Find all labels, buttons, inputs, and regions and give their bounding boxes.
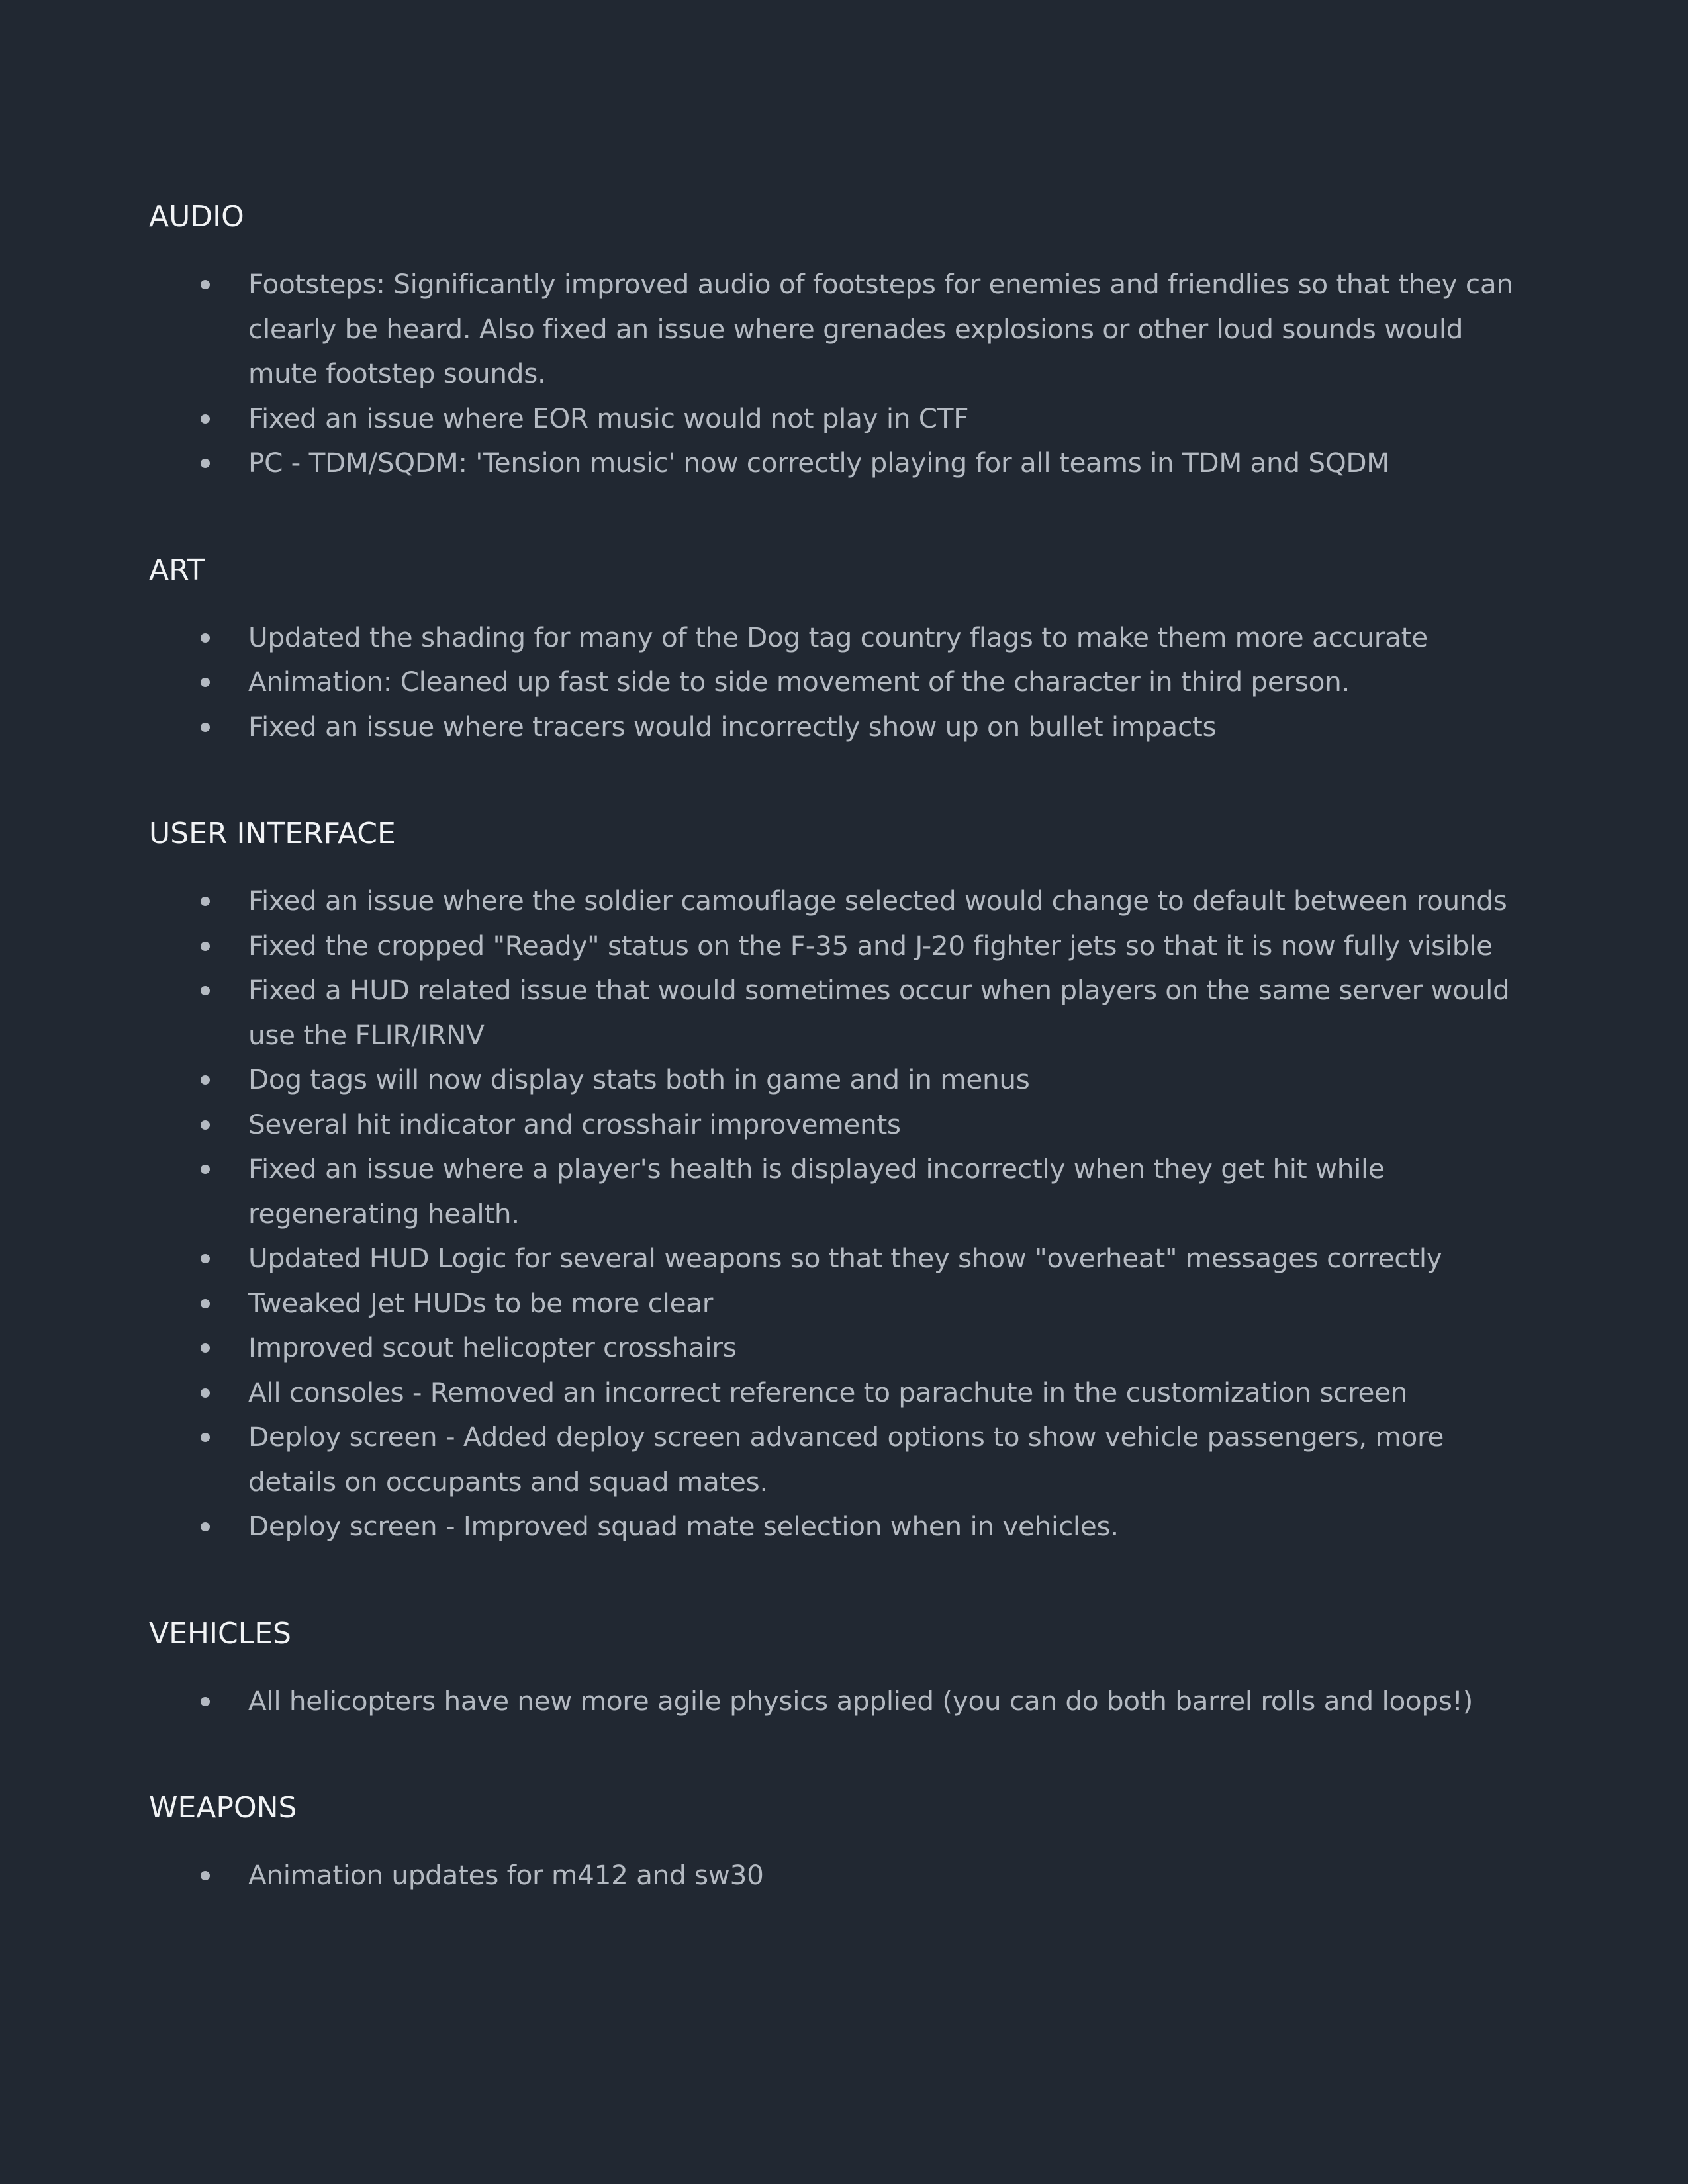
list-item (149, 1236, 1539, 1281)
list-item (149, 1326, 1539, 1371)
section-title-user-interface: USER INTERFACE (149, 817, 396, 850)
list-item (149, 705, 1539, 750)
list-item-text: Footsteps: Significantly improved audio of footsteps for enemies and friendlies so that they can clearly be heard. Also fixed an issue where grenades explosions or other loud sounds would mute footstep sounds. (248, 268, 1513, 389)
list-item (149, 1103, 1539, 1148)
weapons-list (149, 1853, 1539, 1898)
audio-list (149, 262, 1539, 486)
bullet-icon (201, 414, 210, 424)
section-art (149, 549, 1539, 750)
bullet-icon (201, 1343, 210, 1353)
list-item-text: Deploy screen - Added deploy screen advanced options to show vehicle passengers, more details on occupants and squad mates. (248, 1421, 1444, 1498)
list-item (149, 968, 1539, 1058)
list-item (149, 1679, 1539, 1724)
section-user-interface (149, 813, 1539, 1549)
list-item (149, 1371, 1539, 1416)
vehicles-list (149, 1679, 1539, 1724)
bullet-icon (201, 1433, 210, 1442)
section-title-art: ART (149, 553, 205, 587)
list-item-text: Fixed an issue where EOR music would not play in CTF (248, 402, 969, 434)
list-item (149, 879, 1539, 924)
list-item-text: Updated the shading for many of the Dog tag country flags to make them more accurate (248, 621, 1428, 653)
list-item (149, 1281, 1539, 1326)
list-item-text: Fixed an issue where the soldier camouflage selected would change to default between rounds (248, 885, 1507, 917)
list-item-text: Several hit indicator and crosshair improvements (248, 1108, 901, 1140)
section-weapons (149, 1787, 1539, 1898)
list-item-text: Fixed an issue where tracers would incorrectly show up on bullet impacts (248, 710, 1217, 743)
user-interface-list (149, 879, 1539, 1549)
bullet-icon (201, 897, 210, 906)
list-item (149, 441, 1539, 486)
bullet-icon (201, 1254, 210, 1263)
list-item (149, 615, 1539, 660)
list-item (149, 1147, 1539, 1236)
bullet-icon (201, 1299, 210, 1308)
list-item (149, 396, 1539, 441)
bullet-icon (201, 1388, 210, 1398)
list-item-text: Animation: Cleaned up fast side to side movement of the character in third person. (248, 666, 1350, 698)
list-item (149, 1058, 1539, 1103)
list-item-text: PC - TDM/SQDM: 'Tension music' now correctly playing for all teams in TDM and SQDM (248, 447, 1389, 478)
bullet-icon (201, 678, 210, 687)
bullet-icon (201, 986, 210, 995)
bullet-icon (201, 723, 210, 732)
list-item (149, 660, 1539, 705)
list-item (149, 1415, 1539, 1504)
bullet-icon (201, 459, 210, 468)
list-item (149, 1853, 1539, 1898)
section-vehicles (149, 1613, 1539, 1724)
list-item-text: Dog tags will now display stats both in game and in menus (248, 1064, 1030, 1095)
art-list (149, 615, 1539, 750)
bullet-icon (201, 942, 210, 951)
section-title-audio: AUDIO (149, 200, 244, 234)
bullet-icon (201, 1075, 210, 1085)
list-item (149, 924, 1539, 969)
section-title-vehicles: VEHICLES (149, 1616, 291, 1651)
section-title-weapons: WEAPONS (149, 1791, 297, 1825)
bullet-icon (201, 1697, 210, 1706)
section-audio (149, 196, 1539, 486)
list-item-text: Tweaked Jet HUDs to be more clear (248, 1287, 714, 1319)
list-item-text: All consoles - Removed an incorrect reference to parachute in the customization screen (248, 1376, 1408, 1408)
list-item-text: All helicopters have new more agile physics applied (you can do both barrel rolls and loops!) (248, 1684, 1474, 1717)
bullet-icon (201, 1120, 210, 1130)
bullet-icon (201, 280, 210, 289)
bullet-icon (201, 1871, 210, 1880)
list-item-text: Updated HUD Logic for several weapons so that they show "overheat" messages correctly (248, 1242, 1442, 1274)
bullet-icon (201, 633, 210, 643)
list-item-text: Animation updates for m412 and sw30 (248, 1859, 764, 1891)
list-item-text: Fixed an issue where a player's health is displayed incorrectly when they get hit while regenerating health. (248, 1153, 1385, 1230)
list-item (149, 262, 1539, 396)
list-item-text: Fixed the cropped "Ready" status on the F-35 and J-20 fighter jets so that it is now fully visible (248, 929, 1493, 962)
bullet-icon (201, 1522, 210, 1531)
list-item-text: Deploy screen - Improved squad mate selection when in vehicles. (248, 1510, 1119, 1542)
list-item-text: Fixed a HUD related issue that would sometimes occur when players on the same server would use the FLIR/IRNV (248, 974, 1510, 1051)
bullet-icon (201, 1165, 210, 1174)
list-item (149, 1504, 1539, 1549)
list-item-text: Improved scout helicopter crosshairs (248, 1332, 737, 1363)
